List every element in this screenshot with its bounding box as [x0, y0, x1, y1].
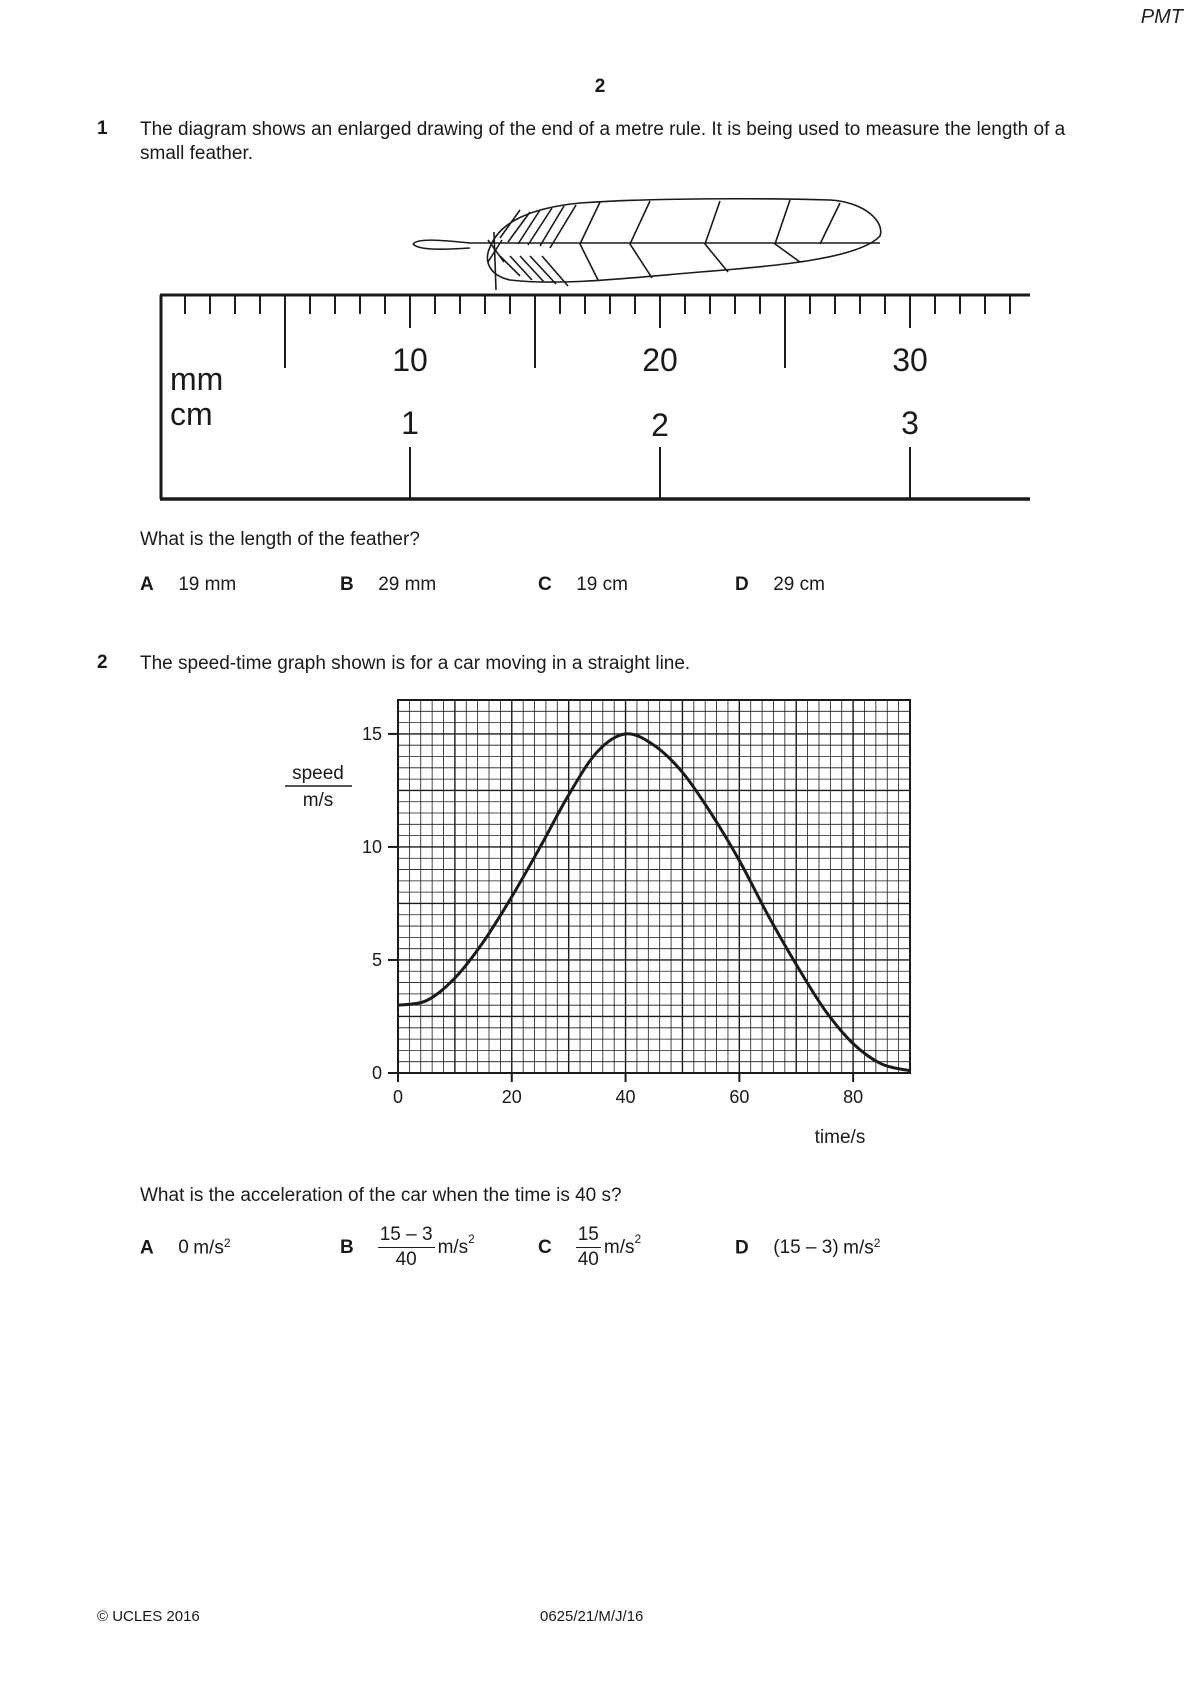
option-unit: m/s — [603, 1236, 635, 1258]
option-unit: m/s — [437, 1236, 469, 1258]
fraction-numerator: 15 — [576, 1224, 601, 1248]
option-text: 29 cm — [773, 574, 825, 595]
option-letter: D — [735, 574, 749, 595]
ruler-unit-mm: mm — [170, 361, 224, 397]
ruler-cm-label-2: 2 — [651, 407, 669, 443]
q2-option-a[interactable] — [140, 1236, 231, 1259]
x-tick-label: 0 — [392, 1087, 404, 1107]
option-value: (15 – 3) — [773, 1237, 839, 1259]
q2-option-d[interactable] — [735, 1236, 880, 1259]
ruler-mm-label-30: 30 — [892, 342, 928, 378]
ruler-cm-label-3: 3 — [901, 405, 919, 441]
option-value: 0 — [178, 1237, 189, 1259]
option-letter: B — [340, 574, 354, 595]
y-axis-label: speed — [292, 763, 344, 784]
ruler-unit-cm: cm — [170, 396, 213, 432]
question-2-text: The speed-time graph shown is for a car moving in a straight line. — [140, 653, 691, 674]
question-2-number: 2 — [97, 652, 108, 673]
option-exponent: 2 — [873, 1236, 881, 1250]
option-text: 29 mm — [378, 574, 437, 595]
x-axis-label: time/s — [814, 1127, 866, 1148]
option-letter: C — [538, 574, 552, 595]
option-exponent: 2 — [634, 1232, 642, 1246]
footer-copyright: © UCLES 2016 — [97, 1608, 200, 1625]
option-letter: A — [140, 574, 154, 595]
option-text: 19 mm — [178, 574, 237, 595]
option-letter: C — [538, 1236, 552, 1258]
footer-paper-code: 0625/21/M/J/16 — [540, 1608, 644, 1625]
page-number: 2 — [594, 76, 606, 97]
y-tick-label: 0 — [371, 1063, 382, 1083]
x-tick-label: 40 — [615, 1087, 636, 1107]
question-2-prompt: What is the acceleration of the car when the time is 40 s? — [140, 1185, 622, 1206]
question-1-number: 1 — [97, 118, 108, 139]
speed-curve — [398, 734, 910, 1071]
q2-option-b[interactable] — [340, 1224, 475, 1271]
fraction-denominator: 40 — [395, 1249, 417, 1270]
option-unit: m/s — [193, 1237, 224, 1259]
fraction-denominator: 40 — [577, 1249, 599, 1270]
y-tick-label: 15 — [361, 723, 382, 744]
y-axis-unit: m/s — [302, 790, 334, 811]
x-tick-label: 80 — [843, 1087, 864, 1107]
ruler-mm-label-10: 10 — [392, 342, 428, 378]
option-letter: B — [340, 1236, 354, 1258]
option-letter: D — [735, 1237, 749, 1259]
x-tick-label: 20 — [501, 1087, 522, 1107]
ruler-mm-label-20: 20 — [642, 342, 678, 378]
chart-grid — [398, 700, 910, 1073]
option-fraction — [576, 1224, 601, 1271]
x-tick-label: 60 — [729, 1087, 750, 1107]
option-unit: m/s — [843, 1237, 874, 1259]
ruler-cm-label-1: 1 — [401, 405, 419, 441]
question-1-prompt: What is the length of the feather? — [140, 529, 420, 550]
fraction-numerator: 15 – 3 — [378, 1224, 435, 1248]
option-letter: A — [140, 1237, 154, 1259]
option-exponent: 2 — [223, 1236, 231, 1250]
option-text: 19 cm — [576, 574, 628, 595]
option-fraction — [378, 1224, 435, 1271]
pmt-mark: PMT — [1140, 6, 1183, 28]
y-tick-label: 5 — [371, 949, 382, 970]
q2-option-c[interactable] — [538, 1224, 641, 1271]
option-exponent: 2 — [468, 1232, 475, 1246]
y-tick-label: 10 — [361, 836, 382, 857]
question-1-text: The diagram shows an enlarged drawing of the end of a metre rule. It is being used to measure the length of a small feather. — [140, 119, 1066, 164]
